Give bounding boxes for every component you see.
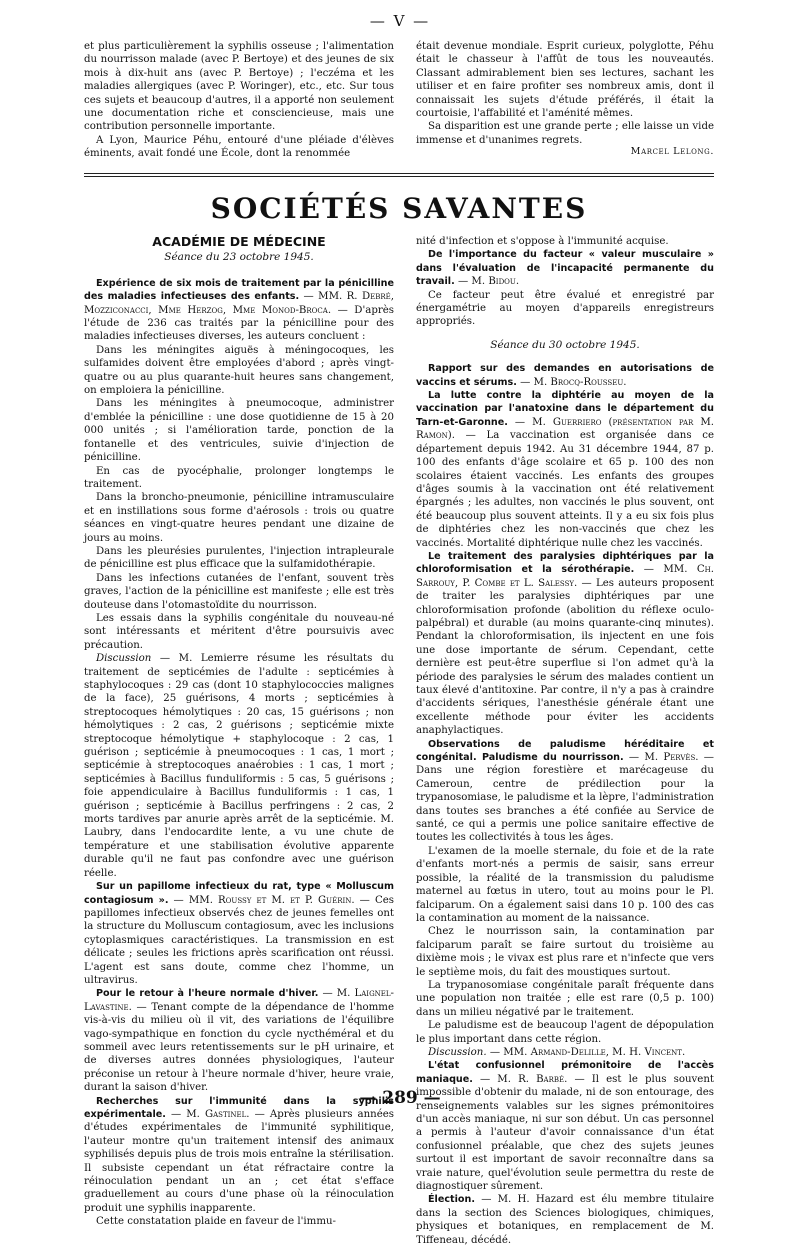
- article-paragraph: Cette constatation plaide en faveur de l'immu-: [96, 1216, 336, 1228]
- left-column: [84, 235, 394, 1229]
- article-title: Observations de paludisme héréditaire et congénital. Paludisme du nourrisson.: [416, 738, 714, 764]
- article-valeur-musculaire: [416, 248, 714, 288]
- article-text: La vaccination est organisée dans ce département depuis 1942. Au 31 décembre 1944, 87 p. 100 des enfants d'âge scolaire et 65 p. 100 des non scolaires étaient vaccinés. Les enfants des groupes d'âges soumis à la vaccination ont été relativement épargnés ; les adultes, non vaccinés le plus souvent, ont été beaucoup plus souvent atteints. Il y a eu six fois plus de diphtéries chez les non-vaccinés que chez les vaccinés. Mortalité diphtérique nulle chez les vaccinés.: [416, 430, 714, 549]
- article-title: La lutte contre la diphtérie au moyen de la vaccination par l'anatoxine dans le département du Tarn-et-Garonne.: [416, 390, 714, 428]
- article-title: Élection.: [428, 1194, 475, 1206]
- article-diphterie: [416, 389, 714, 550]
- article-paludisme: [416, 738, 714, 845]
- article-immunite-syphilis: [84, 1095, 394, 1216]
- article-text: Dans une région forestière et marécageuse du Cameroun, centre de prédilection pour la trypanosomiase, le paludisme et la lèpre, l'administration dans toutes ses branches a été confiée au Service de santé, ce qui a permis une police sanitaire effective de toutes les collectivités à tous les âges.: [416, 765, 714, 844]
- seance-date: Séance du 23 octobre 1945.: [164, 251, 314, 264]
- article-paragraph: En cas de pyocéphalie, prolonger longtemps le traitement.: [84, 465, 394, 490]
- article-paragraph: Dans les méningites aiguës à méningocoques, les sulfamides doivent être employées d'abord ; après vingt-quatre ou au plus quarante-huit heures sans changement, on emploiera la pénicilline.: [84, 344, 394, 397]
- article-text: Tenant compte de la dépendance de l'homme vis-à-vis du milieu où il vit, des variations de l'équilibre vago-sympathique en fonction du cycle nycthéméral et du sommeil avec leurs retentissements sur le pH urinaire, et de diverses autres données physiologiques, l'auteur préconise un retour à l'heure normale d'hiver, heure vraie, durant la saison d'hiver.: [84, 1001, 394, 1094]
- obituary-paragraph: était devenue mondiale. Esprit curieux, polyglotte, Péhu était le chasseur à l'affût de tous les nouveautés. Classant admirablement bien ses lectures, sachant les utiliser et en faire profiter ses nombreux amis, dont il connaissait les sujets d'étude préférés, il était la courtoisie, l'affabilité et l'aménité mêmes.: [416, 41, 714, 120]
- article-title: Pour le retour à l'heure normale d'hiver.: [96, 988, 319, 1000]
- article-papillome: [84, 880, 394, 987]
- article-title: De l'importance du facteur « valeur musculaire » dans l'évaluation de l'incapacité permanente du travail.: [416, 249, 714, 288]
- article-paragraph: Dans la broncho-pneumonie, pénicilline intramusculaire et en instillations sous forme d'aérosols : trois ou quatre séances en vingt-quatre heures pendant une dizaine de jours au moins.: [84, 492, 394, 544]
- article-paragraph: Les essais dans la syphilis congénitale du nouveau-né sont intéressants et méritent d'être poursuivis avec précaution.: [84, 612, 394, 651]
- article-authors: — MM. R. Debré, Mozziconacci, Mme Herzog, Mme Monod-Broca. —: [84, 291, 394, 316]
- article-paragraph: Dans les méningites à pneumocoque, administrer d'emblée la pénicilline : une dose quotidienne de 15 à 20 000 unités ; si l'amélioration tarde, ponction de la fontanelle et des ventricules, suivie d'injection de pénicilline.: [84, 398, 394, 464]
- academie-heading: ACADÉMIE DE MÉDECINE: [152, 234, 326, 249]
- article-paragraph: Le paludisme est de beaucoup l'agent de dépopulation le plus important dans cette région.: [416, 1020, 714, 1045]
- article-text: — M. H. Hazard est élu membre titulaire dans la section des Sciences biologiques, chimiques, physiques et botaniques, en remplacement de M. Tiffeneau, décédé.: [416, 1194, 714, 1246]
- article-vaccins-serums: [416, 362, 714, 389]
- page-folio-roman: — V —: [369, 12, 431, 30]
- article-text: Les auteurs proposent de traiter les paralysies diphtériques par une chloroformisation profonde (abolition du réflexe oculo-palpébral) et durable (au moins quarante-cinq minutes). Pendant la chloroformisation, ils injectent en une fois une dose importante de sérum. Cependant, cette dernière est peut-être superflue si l'on admet qu'à la période des paralysies le sérum des malades contient un taux élevé d'antitoxine. Par contre, il n'y a pas à craindre d'accidents sériques, l'anesthésie générale étant une excellente méthode pour éviter les accidents anaphylactiques.: [416, 577, 714, 737]
- article-authors: — M. R. Barbé. —: [472, 1073, 592, 1085]
- article-paragraph: L'examen de la moelle sternale, du foie et de la rate d'enfants mort-nés a permis de saisir, sans erreur possible, la réalité de la transmission du paludisme maternel au fœtus in utero, tout au moins pour le Pl. falciparum. On a également saisi dans 10 p. 100 des cas la contamination au moment de la naissance.: [416, 845, 714, 924]
- article-paragraph: Ce facteur peut être évalué et enregistré par énergamétrie au moyen d'appareils enregistreurs appropriés.: [416, 289, 714, 328]
- article-paragraph: La trypanosomiase congénitale paraît fréquente dans une population non traitée ; elle est rare (0,5 p. 100) dans un milieu négativé par le traitement.: [416, 979, 714, 1018]
- article-authors: — M. Bidou.: [454, 276, 520, 288]
- obituary-signature: Marcel Lelong.: [630, 146, 714, 157]
- discussion-label: Discussion: [96, 653, 152, 665]
- article-title: Sur un papillome infectieux du rat, type « Molluscum contagiosum ».: [84, 881, 394, 906]
- article-title: Rapport sur des demandes en autorisations de vaccins et sérums.: [416, 363, 714, 388]
- article-heure-hiver: [84, 987, 394, 1094]
- article-paragraph: Dans les pleurésies purulentes, l'injection intrapleurale de pénicilline est plus efficace que la sulfamidothérapie.: [84, 545, 394, 571]
- article-authors: — M. Brocq-Rousseu.: [516, 376, 627, 388]
- page-number: — 289 —: [359, 1088, 441, 1108]
- section-divider: [84, 173, 714, 174]
- obituary-paragraph: Sa disparition est une grande perte ; elle laisse un vide immense et d'unanimes regrets.: [416, 121, 714, 146]
- obituary-paragraph: et plus particulièrement la syphilis osseuse ; l'alimentation du nourrisson malade (avec P. Bertoye) et des jeunes de six mois à dix-huit ans (avec P. Bertoye) ; l'eczéma et les maladies allergiques (avec P. Woringer), etc., etc. Sur tous ces sujets et beaucoup d'autres, il a apporté non seulement une documentation riche et consciencieuse, mais une contribution personnelle importante.: [84, 41, 394, 133]
- discussion-text: — M. Lemierre résume les résultats du traitement de septicémies de l'adulte : septicémies à staphylocoques : 29 cas (dont 10 staphylococcies malignes de la face), 25 guérisons, 4 morts ; septicémies à streptocoques hémolytiques : 20 cas, 15 guérisons ; non hémolytiques : 2 cas, 2 guérisons ; septicémie mixte streptocoque hémolytique + staphylocoque : 2 cas, 1 guérison ; septicémie à pneumocoques : 1 cas, 1 mort ; septicémie à streptocoques anaérobies : 1 cas, 1 mort ; septicémies à Bacillus funduliformis : 5 cas, 5 guérisons ; foie appendiculaire à Bacillus funduliformis : 1 cas, 1 guérison ; septicémie à Bacillus perfringens : 2 cas, 2 morts tardives par anurie après arrêt de la septicémie. M. Laubry, dans l'endocardite lente, a vu une chute de température et une stabilisation évolutive apparente durable qu'il ne faut pas confondre avec une guérison réelle.: [84, 653, 394, 879]
- article-authors: — MM. Roussy et M. et P. Guérin. —: [168, 894, 375, 906]
- article-authors: — M. Guerriero (présentation par M. Ramon). —: [416, 416, 714, 442]
- article-authors: — M. Gastinel. —: [165, 1109, 270, 1120]
- discussion-label: Discussion.: [428, 1046, 487, 1058]
- obituary-right-column: [416, 40, 714, 147]
- article-election: [416, 1193, 714, 1247]
- article-paralysies: [416, 550, 714, 738]
- obituary-paragraph: A Lyon, Maurice Péhu, entouré d'une pléiade d'élèves éminents, avait fondé une École, dont la renommée: [84, 134, 394, 160]
- section-title: SOCIÉTÉS SAVANTES: [210, 192, 588, 225]
- article-title: Le traitement des paralysies diphtériques par la chloroformisation et la sérothérapie.: [416, 550, 714, 576]
- discussion-text: — MM. Armand-Delille, M. H. Vincent.: [486, 1046, 686, 1058]
- article-title: Expérience de six mois de traitement par la pénicilline des maladies infectieuses des enfants.: [84, 277, 394, 303]
- article-title: Recherches sur l'immunité dans la syphilis expérimentale.: [84, 1095, 394, 1120]
- article-text: Après plusieurs années d'études expérimentales de l'immunité syphilitique, l'auteur montre qu'un traitement intensif des animaux syphilisés depuis plus de trois mois entraîne la stérilisation. Il subsiste cependant un état réfractaire contre la réinoculation pendant un an ; cet état s'efface graduellement au cours d'une phase où la réinoculation produit une syphilis inapparente.: [84, 1109, 394, 1214]
- discussion-paragraph: [84, 652, 394, 880]
- section-divider: [84, 176, 714, 177]
- article-paragraph: Chez le nourrisson sain, la contamination par falciparum paraît se faire surtout du troisième au dixième mois ; le vivax est plus rare et n'infecte que vers le septième mois, du fait des moustiques surtout.: [416, 926, 714, 978]
- discussion-paragraph: [416, 1046, 714, 1059]
- article-authors: — MM. Ch. Sarrouy, P. Combe et L. Salessy. —: [416, 564, 714, 589]
- article-paragraph: Dans les infections cutanées de l'enfant, souvent très graves, l'action de la pénicilline est manifeste ; elle est très douteuse dans l'otomastoïdite du nourrisson.: [84, 572, 394, 611]
- article-continuation: nité d'infection et s'oppose à l'immunité acquise.: [416, 236, 669, 247]
- seance-date: Séance du 30 octobre 1945.: [490, 338, 640, 351]
- article-penicilline: [84, 277, 394, 344]
- article-authors: — M. Laignel-Lavastine. —: [84, 988, 394, 1013]
- article-text: Il est le plus souvent impossible d'obtenir du malade, ni de son entourage, des renseignements valables sur les signes prémonitoires d'un accès maniaque, ni sur son début. Un cas personnel a permis à l'auteur d'avoir connaissance d'un état confusionnel préalable, que chez des sujets jeunes surtout il est important de savoir reconnaître dans sa vraie nature, quel'évolution seule permettra du reste de diagnostiquer sûrement.: [416, 1073, 714, 1193]
- article-text: D'après l'étude de 236 cas traités par la pénicilline pour des maladies infectieuses diverses, les auteurs concluent :: [84, 304, 394, 343]
- article-text: Ces papillomes infectieux observés chez de jeunes femelles ont la structure du Molluscum contagiosum, avec les inclusions cytoplasmiques caractéristiques. La transmission en est délicate ; seules les frictions après scarification ont réussi. L'agent est sans doute, comme chez l'homme, un ultravirus.: [84, 894, 394, 986]
- article-etat-confusionnel: [416, 1059, 714, 1193]
- obituary-left-column: [84, 40, 394, 161]
- article-authors: — M. Pervès. —: [623, 752, 714, 764]
- article-title: L'état confusionnel prémonitoire de l'accès maniaque.: [416, 1060, 714, 1085]
